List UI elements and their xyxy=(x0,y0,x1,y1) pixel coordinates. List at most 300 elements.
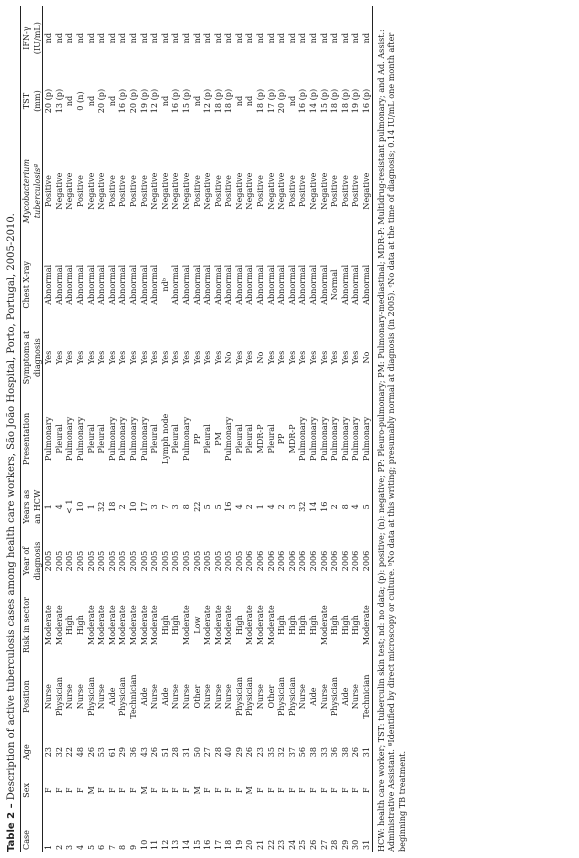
cell-risk: Moderate xyxy=(106,605,117,646)
cell-presentation: Pulmonary xyxy=(74,416,85,462)
cell-case: 3 xyxy=(64,844,75,850)
cell-risk: Moderate xyxy=(138,605,149,646)
cell-year: 2005 xyxy=(117,550,128,572)
cell-ifn: nd xyxy=(149,32,160,44)
cell-mycobacterium: Negative xyxy=(170,172,181,210)
table-row xyxy=(96,6,107,852)
cell-tst: nd xyxy=(85,95,96,107)
cell-position: Physician xyxy=(117,677,128,717)
cell-tst: 14 (p) xyxy=(308,88,319,114)
cell-tst: 18 (p) xyxy=(339,88,350,114)
cell-age: 32 xyxy=(53,746,64,758)
cell-year: 2005 xyxy=(53,550,64,572)
cell-age: 29 xyxy=(233,746,244,758)
cell-xray: Abnormal xyxy=(117,264,128,305)
cell-age: 61 xyxy=(106,746,117,758)
cell-age: 50 xyxy=(191,746,202,758)
cell-symptoms: Yes xyxy=(212,350,223,365)
cell-age: 26 xyxy=(85,746,96,758)
cell-tst: 17 (p) xyxy=(265,88,276,114)
cell-tst: nd xyxy=(191,95,202,107)
table-row xyxy=(170,6,181,852)
cell-sex: F xyxy=(43,787,54,794)
cell-presentation: Pulmonary xyxy=(127,416,138,462)
cell-tst: 0 (n) xyxy=(74,91,85,111)
cell-position: Aide xyxy=(159,687,170,706)
cell-presentation: Pleural xyxy=(53,424,64,454)
cell-case: 15 xyxy=(191,839,202,850)
cell-ifn: nd xyxy=(297,32,308,44)
cell-tst: 19 (p) xyxy=(138,88,149,114)
table-footnote: HCW: health care worker; TST: tuberculin skin test; nd: no data; (p): positive; (n): negative; PP: Pleuro-pulmonary; PM: Pulmonary-mediastinal; MDR-P: Multidrug-resistant pulmonary; and Ad. Assist.: Administrative Assistant. ªIdentified by direct microscopy or culture. ᵇNo data at this writing; presumably normal at diagnosis (in 2005). ᶜNo data at the time of diagnosis; 0.14 IU/mL one month after beginning TB treatment. xyxy=(375,29,407,852)
cell-case: 19 xyxy=(233,839,244,850)
table-row xyxy=(117,6,128,852)
cell-position: Other xyxy=(191,684,202,709)
cell-symptoms: Yes xyxy=(64,350,75,365)
header-years-hcw: Years as an HCW xyxy=(21,482,43,531)
cell-symptoms: Yes xyxy=(265,350,276,365)
cell-years-hcw: 4 xyxy=(350,504,361,510)
cell-position: Aide xyxy=(339,687,350,706)
header-risk: Risk in sector xyxy=(21,591,43,660)
cell-year: 2006 xyxy=(276,550,287,572)
cell-risk: Moderate xyxy=(117,605,128,646)
cell-year: 2005 xyxy=(43,550,54,572)
cell-xray: Abnormal xyxy=(244,264,255,305)
cell-tst: 16 (p) xyxy=(361,70,372,132)
cell-age: 28 xyxy=(212,746,223,758)
cell-position: Technician xyxy=(361,660,372,734)
cell-sex: F xyxy=(170,787,181,794)
cell-age: 53 xyxy=(96,746,107,758)
cell-tst: nd xyxy=(159,95,170,107)
cell-ifn: nd xyxy=(286,32,297,44)
cell-symptoms: Yes xyxy=(106,350,117,365)
cell-mycobacterium: Positive xyxy=(117,175,128,208)
cell-risk: Moderate xyxy=(53,605,64,646)
cell-years-hcw: 17 xyxy=(138,501,149,512)
cell-year: 2006 xyxy=(244,550,255,572)
cell-years-hcw: 4 xyxy=(233,504,244,510)
cell-case: 9 xyxy=(127,844,138,850)
cell-mycobacterium: Negative xyxy=(64,172,75,210)
table-row xyxy=(266,6,277,852)
table-row xyxy=(86,6,97,852)
cell-case: 4 xyxy=(74,844,85,850)
cell-years-hcw: 32 xyxy=(297,501,308,512)
cell-year: 2006 xyxy=(350,550,361,572)
cell-sex: F xyxy=(74,787,85,794)
cell-case: 2 xyxy=(53,844,64,850)
cell-presentation: Pulmonary xyxy=(223,416,234,462)
cell-age: 27 xyxy=(202,746,213,758)
cell-case: 25 xyxy=(297,839,308,850)
cell-mycobacterium: Positive xyxy=(255,175,266,208)
cell-year: 2006 xyxy=(265,550,276,572)
table-row xyxy=(107,6,118,852)
cell-ifn: nd xyxy=(276,32,287,44)
table-row xyxy=(276,6,287,852)
cell-position: Physician xyxy=(85,677,96,717)
cell-presentation: Pleural xyxy=(244,424,255,454)
cell-ifn: nd xyxy=(244,32,255,44)
cell-case: 13 xyxy=(170,839,181,850)
table-row xyxy=(202,6,213,852)
cell-presentation: Pleural xyxy=(96,424,107,454)
cell-years-hcw: 7 xyxy=(159,504,170,510)
cell-ifn: nd xyxy=(202,32,213,44)
cell-mycobacterium: Positive xyxy=(297,175,308,208)
cell-symptoms: Yes xyxy=(96,350,107,365)
header-ifn xyxy=(21,6,43,70)
cell-case: 21 xyxy=(255,839,266,850)
table-row xyxy=(319,6,330,852)
cell-tst: 15 (p) xyxy=(180,88,191,114)
cell-sex: F xyxy=(127,787,138,794)
cell-symptoms: No xyxy=(223,351,234,364)
cell-tst: 18 (p) xyxy=(223,88,234,114)
cell-mycobacterium: Negative xyxy=(244,172,255,210)
cell-ifn: nd xyxy=(350,32,361,44)
table-caption xyxy=(6,6,18,852)
cell-xray: Abnormal xyxy=(149,264,160,305)
cell-symptoms: Yes xyxy=(350,350,361,365)
cell-case: 29 xyxy=(339,839,350,850)
cell-mycobacterium: Positive xyxy=(43,175,54,208)
cell-sex: F xyxy=(53,787,64,794)
cell-presentation: PP xyxy=(276,433,287,445)
cell-risk: High xyxy=(74,615,85,636)
cell-years-hcw: < 1 xyxy=(64,499,75,515)
cell-symptoms: Yes xyxy=(202,350,213,365)
cell-sex: F xyxy=(286,787,297,794)
cell-risk: High xyxy=(350,615,361,636)
header-tst-unit: (mm) xyxy=(31,90,42,112)
cell-case: 10 xyxy=(138,839,149,850)
cell-mycobacterium: Negative xyxy=(149,172,160,210)
cell-mycobacterium: Negative xyxy=(318,172,329,210)
cell-presentation: MDR-P xyxy=(255,424,266,454)
cell-year: 2006 xyxy=(318,550,329,572)
cell-xray: Abnormal xyxy=(265,264,276,305)
cell-mycobacterium: Positive xyxy=(329,175,340,208)
cell-tst: 18 (p) xyxy=(255,88,266,114)
cell-case: 16 xyxy=(202,839,213,850)
cell-year: 2005 xyxy=(191,550,202,572)
header-ifn-label: IFN-γ xyxy=(21,26,31,50)
cell-ifn: nd xyxy=(85,32,96,44)
cell-presentation: Pulmonary xyxy=(43,416,54,462)
cell-position: Nurse xyxy=(180,684,191,710)
cell-case: 23 xyxy=(276,839,287,850)
cell-tst: 20 (p) xyxy=(96,88,107,114)
cell-position: Aide xyxy=(308,687,319,706)
cell-age: 29 xyxy=(117,746,128,758)
header-case: Case xyxy=(21,810,43,852)
cell-mycobacterium: Negative xyxy=(233,172,244,210)
cell-years-hcw: 5 xyxy=(202,504,213,510)
cell-presentation: Pulmonary xyxy=(64,416,75,462)
cell-mycobacterium: Positive xyxy=(127,175,138,208)
cell-case: 14 xyxy=(180,839,191,850)
cell-xray: Abnormal xyxy=(127,264,138,305)
cell-position: Physician xyxy=(276,677,287,717)
cell-sex: F xyxy=(159,787,170,794)
cell-years-hcw: 8 xyxy=(339,504,350,510)
table-row xyxy=(128,6,139,852)
cell-mycobacterium: Negative xyxy=(53,172,64,210)
cell-tst: 15 (p) xyxy=(318,88,329,114)
cell-risk: Moderate xyxy=(127,605,138,646)
cell-mycobacterium: Negative xyxy=(85,172,96,210)
cell-ifn: nd xyxy=(127,32,138,44)
header-presentation: Presentation xyxy=(21,396,43,482)
cell-mycobacterium: Negative xyxy=(159,172,170,210)
cell-tst: nd xyxy=(244,95,255,107)
table-row xyxy=(64,6,75,852)
cell-xray: ndᵇ xyxy=(159,277,170,292)
cell-position: Nurse xyxy=(297,684,308,710)
table-row xyxy=(329,6,340,852)
cell-position: Nurse xyxy=(170,684,181,710)
cell-symptoms: Yes xyxy=(180,350,191,365)
table-row xyxy=(244,6,255,852)
cell-symptoms: Yes xyxy=(276,350,287,365)
cell-case: 26 xyxy=(308,839,319,850)
cell-year: 2006 xyxy=(255,550,266,572)
cell-years-hcw: 16 xyxy=(318,501,329,512)
cell-tst: nd xyxy=(286,95,297,107)
cell-tst: 12 (p) xyxy=(202,88,213,114)
header-mycobacterium: Mycobacterium tuberculosisª xyxy=(21,132,43,250)
cell-presentation: Pleural xyxy=(170,424,181,454)
header-xray: Chest X-ray xyxy=(21,250,43,319)
cell-position: Nurse xyxy=(350,684,361,710)
table-row xyxy=(287,6,298,852)
table-row xyxy=(223,6,234,852)
cell-symptoms: Yes xyxy=(74,350,85,365)
cell-sex: F xyxy=(96,787,107,794)
cell-presentation: Pleural xyxy=(149,424,160,454)
cell-position: Nurse xyxy=(318,684,329,710)
cell-position: Nurse xyxy=(96,684,107,710)
cell-years-hcw: 4 xyxy=(53,504,64,510)
cell-year: 2006 xyxy=(361,531,372,590)
cell-mycobacterium: Negative xyxy=(202,172,213,210)
cell-mycobacterium: Negative xyxy=(361,132,372,250)
cell-xray: Abnormal xyxy=(202,264,213,305)
cell-age: 33 xyxy=(318,746,329,758)
cell-mycobacterium: Positive xyxy=(212,175,223,208)
cell-ifn: nd xyxy=(43,32,54,44)
cell-xray: Abnormal xyxy=(64,264,75,305)
cell-risk: High xyxy=(297,615,308,636)
cell-year: 2005 xyxy=(74,550,85,572)
cell-xray: Abnormal xyxy=(85,264,96,305)
cell-years-hcw: 18 xyxy=(106,501,117,512)
cell-years-hcw: 2 xyxy=(276,504,287,510)
cell-ifn: nd xyxy=(159,32,170,44)
cell-risk: Moderate xyxy=(85,605,96,646)
cell-years-hcw: 16 xyxy=(223,501,234,512)
cell-symptoms: Yes xyxy=(339,350,350,365)
cell-case: 12 xyxy=(159,839,170,850)
cell-ifn: nd xyxy=(233,32,244,44)
cell-presentation: Pulmonary xyxy=(308,416,319,462)
cell-sex: F xyxy=(318,787,329,794)
cell-sex: F xyxy=(339,787,350,794)
cell-presentation: Pulmonary xyxy=(339,416,350,462)
table-row xyxy=(43,6,54,852)
cell-symptoms: Yes xyxy=(127,350,138,365)
table-row xyxy=(255,6,266,852)
table-row xyxy=(213,6,224,852)
cell-sex: F xyxy=(149,787,160,794)
cell-year: 2005 xyxy=(223,550,234,572)
cell-risk: High xyxy=(286,615,297,636)
cell-symptoms: Yes xyxy=(85,350,96,365)
cell-symptoms: Yes xyxy=(53,350,64,365)
cell-year: 2005 xyxy=(127,550,138,572)
cell-xray: Abnormal xyxy=(106,264,117,305)
cell-year: 2006 xyxy=(286,550,297,572)
header-year: Year of diagnosis xyxy=(21,531,43,590)
cell-symptoms: Yes xyxy=(43,350,54,365)
cell-symptoms: Yes xyxy=(191,350,202,365)
table-row xyxy=(192,6,203,852)
header-symptoms: Symptoms at diagnosis xyxy=(21,319,43,395)
cell-sex: F xyxy=(117,787,128,794)
cell-xray: Abnormal xyxy=(53,264,64,305)
header-sex: Sex xyxy=(21,771,43,810)
table-title: Description of active tuberculosis cases among health care workers, São João Hospital, Porto, Portugal, 2005-2010. xyxy=(6,213,17,801)
header-age: Age xyxy=(21,734,43,771)
cell-risk: High xyxy=(159,615,170,636)
table-label: Table 2 – xyxy=(6,803,17,852)
cell-ifn: nd xyxy=(265,32,276,44)
cell-age: 51 xyxy=(159,746,170,758)
cell-sex: F xyxy=(223,787,234,794)
cell-symptoms: Yes xyxy=(159,350,170,365)
cell-sex: F xyxy=(180,787,191,794)
cell-years-hcw: 5 xyxy=(361,482,372,531)
cell-ifn: nd xyxy=(180,32,191,44)
cell-ifn: nd xyxy=(74,32,85,44)
header-tst xyxy=(21,70,43,132)
cell-ifn: nd xyxy=(223,32,234,44)
cell-xray: Abnormal xyxy=(350,264,361,305)
cell-position: Nurse xyxy=(202,684,213,710)
cell-risk: Moderate xyxy=(212,605,223,646)
cell-year: 2005 xyxy=(212,550,223,572)
cell-sex: F xyxy=(106,787,117,794)
cell-year: 2005 xyxy=(96,550,107,572)
cell-year: 2005 xyxy=(138,550,149,572)
cell-years-hcw: 3 xyxy=(149,504,160,510)
tuberculosis-cases-table xyxy=(20,6,373,852)
cell-risk: Moderate xyxy=(180,605,191,646)
cell-xray: Abnormal xyxy=(212,264,223,305)
cell-ifn: nd xyxy=(329,32,340,44)
cell-age: 40 xyxy=(223,746,234,758)
cell-presentation: PP xyxy=(191,433,202,445)
cell-position: Nurse xyxy=(64,684,75,710)
cell-xray: Abnormal xyxy=(318,264,329,305)
cell-tst: 16 (p) xyxy=(117,88,128,114)
cell-year: 2006 xyxy=(339,550,350,572)
cell-tst: 19 (p) xyxy=(350,88,361,114)
cell-symptoms: Yes xyxy=(149,350,160,365)
cell-xray: Abnormal xyxy=(96,264,107,305)
table-row xyxy=(350,6,361,852)
table-row xyxy=(181,6,192,852)
cell-year: 2005 xyxy=(106,550,117,572)
cell-tst: 20 (p) xyxy=(43,88,54,114)
cell-year: 2005 xyxy=(170,550,181,572)
cell-age: 22 xyxy=(64,746,75,758)
cell-ifn: nd xyxy=(308,32,319,44)
cell-years-hcw: 4 xyxy=(265,504,276,510)
cell-tst: 18 (p) xyxy=(329,88,340,114)
cell-xray: Abnormal xyxy=(223,264,234,305)
cell-position: Physician xyxy=(233,677,244,717)
cell-sex: F xyxy=(329,787,340,794)
cell-ifn: nd xyxy=(339,32,350,44)
cell-case: 30 xyxy=(350,839,361,850)
cell-presentation: Pulmonary xyxy=(180,416,191,462)
cell-years-hcw: 10 xyxy=(127,501,138,512)
table-row xyxy=(361,6,372,852)
cell-case: 6 xyxy=(96,844,107,850)
cell-position: Physician xyxy=(53,677,64,717)
cell-mycobacterium: Positive xyxy=(106,175,117,208)
cell-case: 27 xyxy=(318,839,329,850)
cell-position: Physician xyxy=(244,677,255,717)
cell-risk: Moderate xyxy=(43,605,54,646)
cell-year: 2005 xyxy=(180,550,191,572)
cell-xray: Abnormal xyxy=(233,264,244,305)
cell-presentation: Pleural xyxy=(85,424,96,454)
cell-position: Nurse xyxy=(43,684,54,710)
cell-years-hcw: 1 xyxy=(43,504,54,510)
cell-position: Physician xyxy=(286,677,297,717)
table-row xyxy=(75,6,86,852)
cell-risk: Moderate xyxy=(223,605,234,646)
cell-ifn: nd xyxy=(212,32,223,44)
cell-year: 2005 xyxy=(233,550,244,572)
cell-risk: High xyxy=(339,615,350,636)
cell-mycobacterium: Positive xyxy=(339,175,350,208)
cell-presentation: Pleural xyxy=(265,424,276,454)
cell-mycobacterium: Negative xyxy=(308,172,319,210)
cell-ifn: nd xyxy=(318,32,329,44)
table-row xyxy=(234,6,245,852)
cell-risk: High xyxy=(276,615,287,636)
cell-age: 23 xyxy=(255,746,266,758)
cell-tst: nd xyxy=(233,95,244,107)
cell-position: Technician xyxy=(127,674,138,719)
cell-presentation: PM xyxy=(212,432,223,446)
cell-ifn: nd xyxy=(138,32,149,44)
cell-case: 11 xyxy=(149,839,160,850)
table-header xyxy=(21,6,43,852)
cell-xray: Abnormal xyxy=(276,264,287,305)
cell-xray: Abnormal xyxy=(255,264,266,305)
cell-presentation: Pulmonary xyxy=(350,416,361,462)
table-body xyxy=(43,6,372,852)
cell-year: 2006 xyxy=(308,550,319,572)
cell-case: 8 xyxy=(117,844,128,850)
